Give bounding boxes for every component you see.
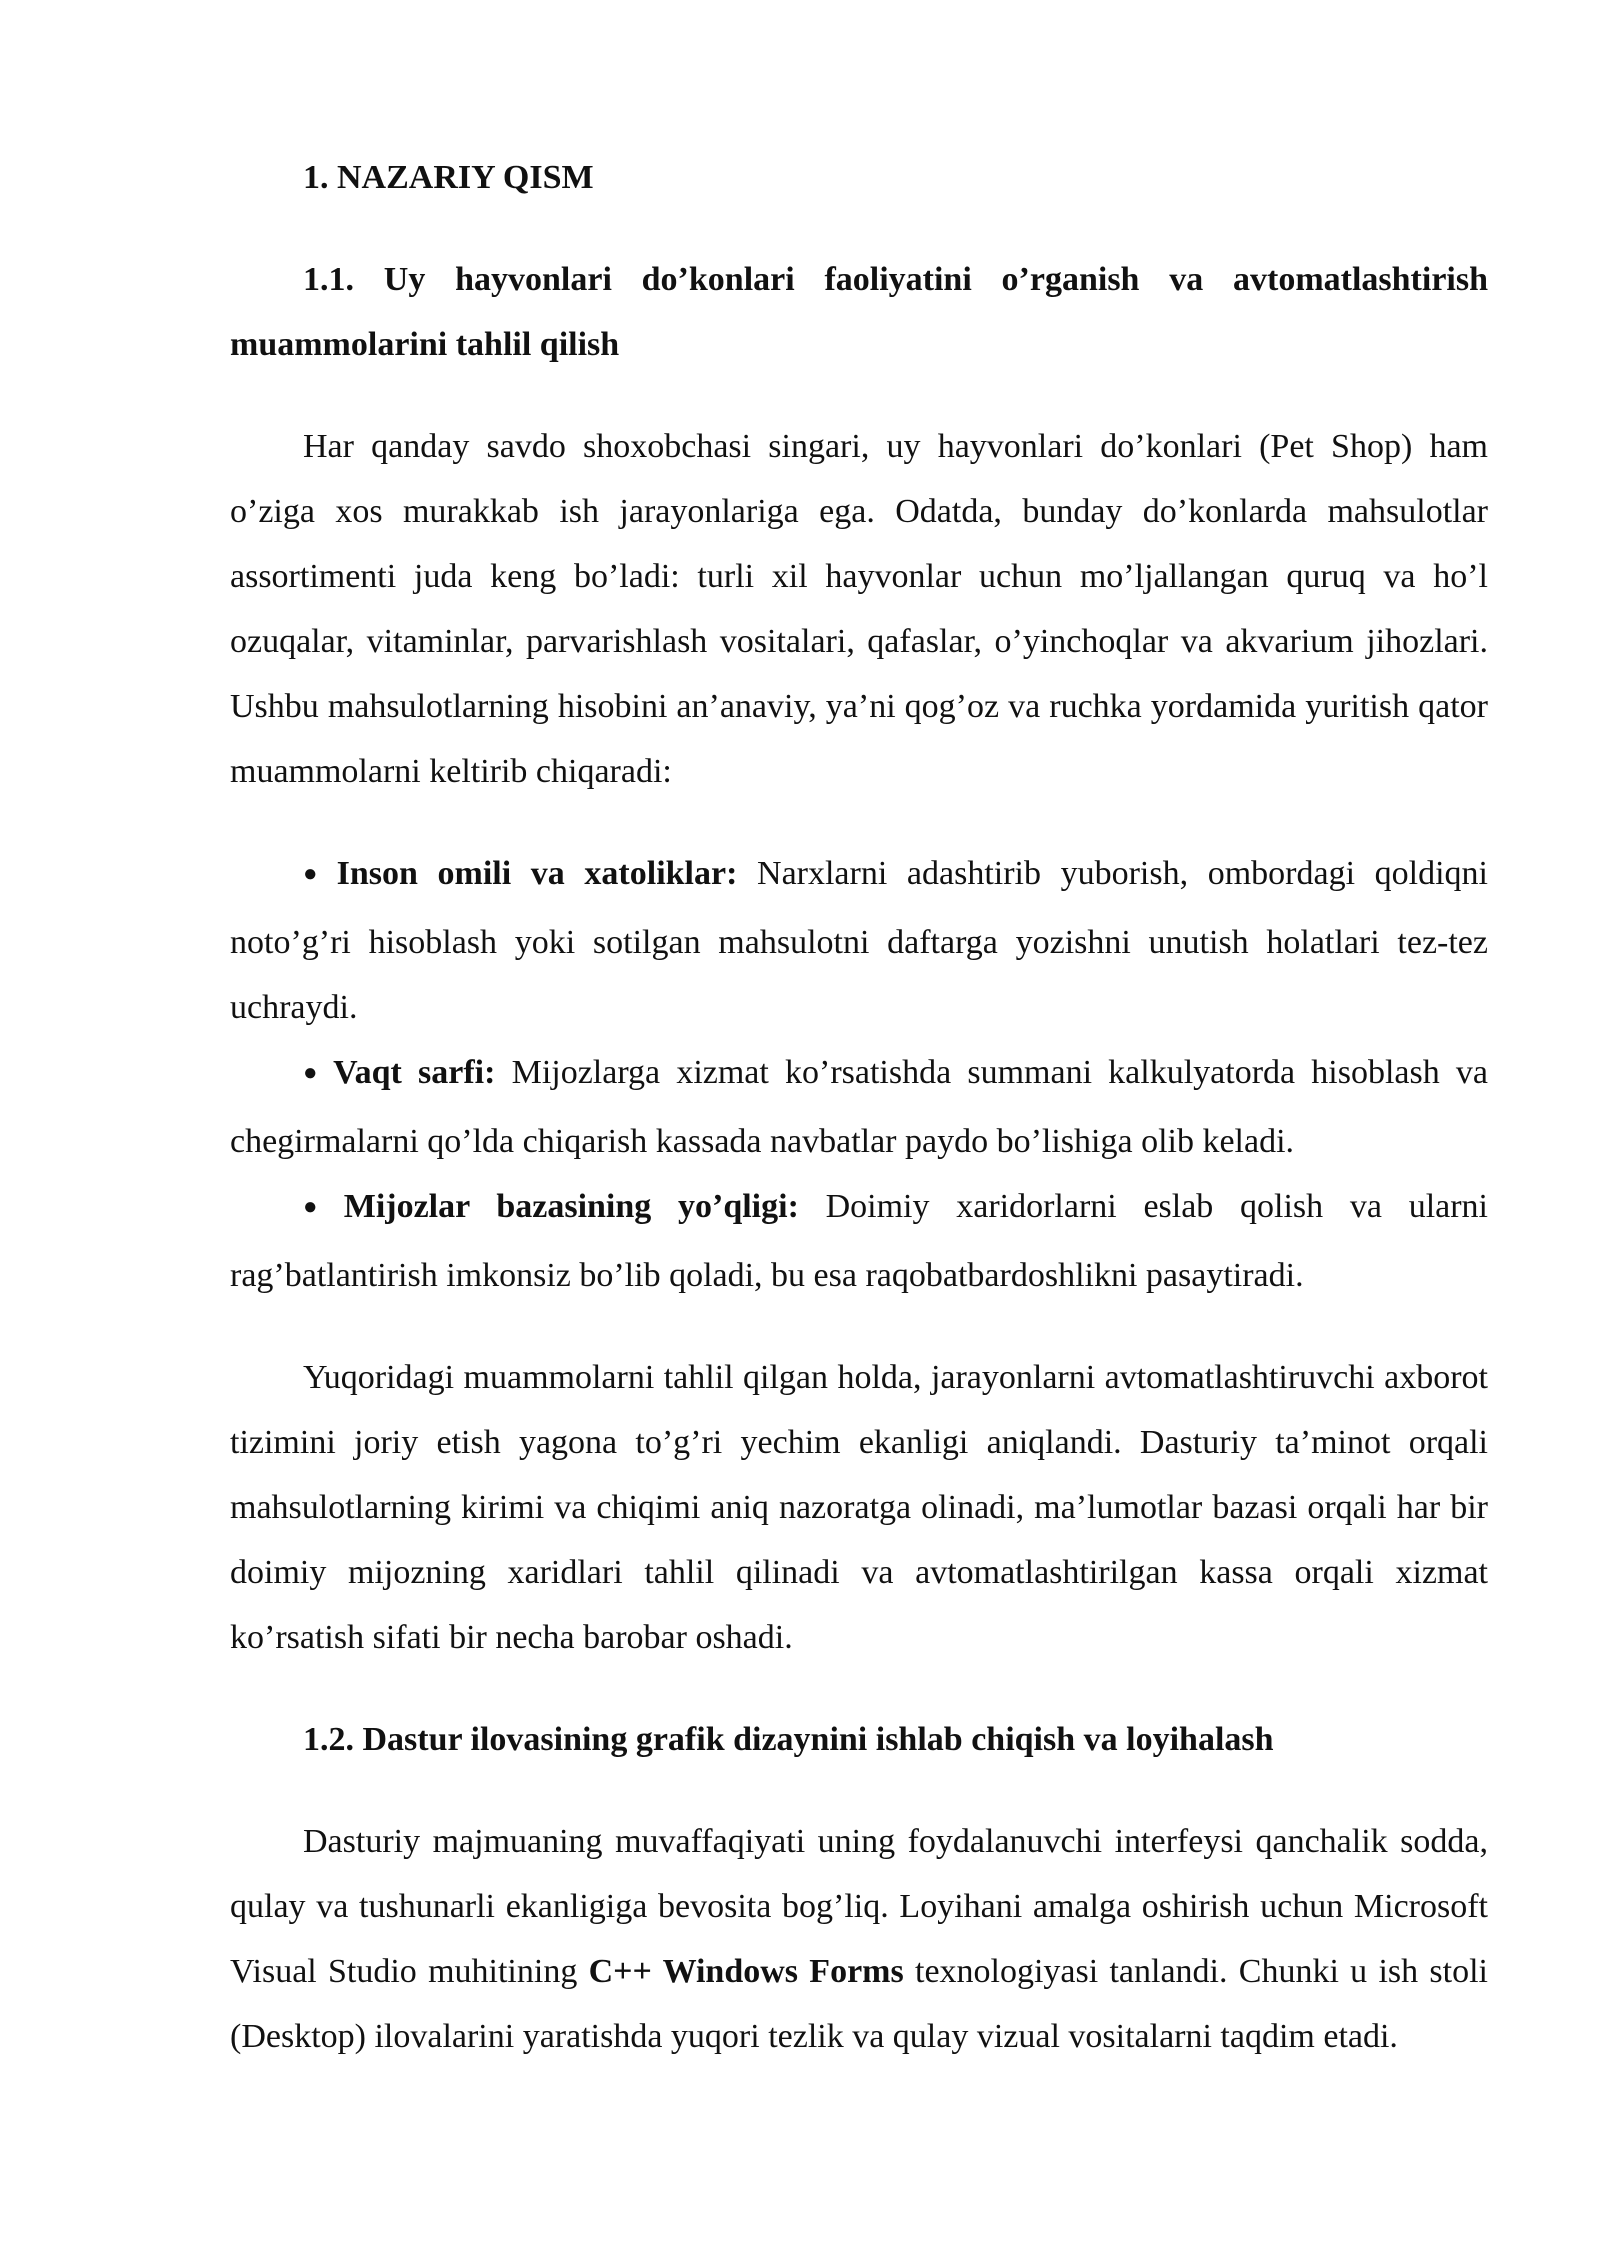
bullet-icon: ● [303,861,329,887]
conclusion-paragraph: Yuqoridagi muammolarni tahlil qilgan holda, jarayonlarni avtomatlashtiruvchi axborot tizimini joriy etish yagona to’g’ri yechim ekanligi aniqlandi. Dasturiy ta’minot orqali mahsulotlarning kirimi va chiqimi aniq nazoratga olinadi, ma’lumotlar bazasi orqali har bir doimiy mijozning xaridlari tahlil qilinadi va avtomatlashtirilgan kassa orqali xizmat ko’rsatish sifati bir necha barobar oshadi. [230,1359,1488,1656]
problem-list [230,841,1488,1308]
list-item [230,841,1488,1040]
list-item [230,1040,1488,1174]
subsection-heading-1-2: 1.2. Dastur ilovasining grafik dizaynini ishlab chiqish va loyihalash [303,1721,1274,1758]
list-item-text: Mijozlarga xizmat ko’rsatishda summani kalkulyatorda hisoblash va chegirmalarni qo’lda chiqarish kassada navbatlar paydo bo’lishiga olib keladi. [230,1054,1488,1160]
section-heading: 1. NAZARIY QISM [303,159,594,196]
list-item-text: Doimiy xaridorlarni eslab qolish va ularni rag’batlantirish imkonsiz bo’lib qoladi, bu esa raqobatbardoshlikni pasaytiradi. [230,1188,1488,1294]
subsection-heading-1-1: 1.1. Uy hayvonlari do’konlari faoliyatini o’rganish va avtomatlashtirish muammolarini tahlil qilish [230,261,1488,363]
design-paragraph-text-start: Dasturiy majmuaning muvaffaqiyati uning foydalanuvchi interfeysi qanchalik sodda, qulay va tushunarli ekanligiga bevosita bog’liq. Loyihani amalga oshirish uchun Microsoft Visual Studio muhitining [230,1823,1488,1990]
document-body [230,145,1488,2069]
design-paragraph [230,1809,1488,2069]
list-item-text: Narxlarni adashtirib yuborish, ombordagi qoldiqni noto’g’ri hisoblash yoki sotilgan mahsulotni daftarga yozishni unutish holatlari tez-tez uchraydi. [230,855,1488,1026]
list-item-term: Mijozlar bazasining yo’qligi: [343,1188,799,1225]
intro-paragraph: Har qanday savdo shoxobchasi singari, uy hayvonlari do’konlari (Pet Shop) ham o’ziga xos murakkab ish jarayonlariga ega. Odatda, bunday do’konlarda mahsulotlar assortimenti juda keng bo’ladi: turli xil hayvonlar uchun mo’ljallangan quruq va ho’l ozuqalar, vitaminlar, parvarishlash vositalari, qafaslar, o’yinchoqlar va akvarium jihozlari. Ushbu mahsulotlarning hisobini an’anaviy, ya’ni qog’oz va ruchka yordamida yuritish qator muammolarni keltirib chiqaradi: [230,428,1488,790]
technology-name: C++ Windows Forms [588,1953,904,1990]
list-item-term: Inson omili va xatoliklar: [336,855,738,892]
list-item-term: Vaqt sarfi: [333,1054,496,1091]
design-paragraph-text-end: texnologiyasi tanlandi. Chunki u ish stoli (Desktop) ilovalarini yaratishda yuqori tezlik va qulay vizual vositalarni taqdim etadi. [230,1953,1488,2055]
bullet-icon: ● [303,1194,336,1220]
bullet-icon: ● [303,1060,326,1086]
list-item [230,1174,1488,1308]
